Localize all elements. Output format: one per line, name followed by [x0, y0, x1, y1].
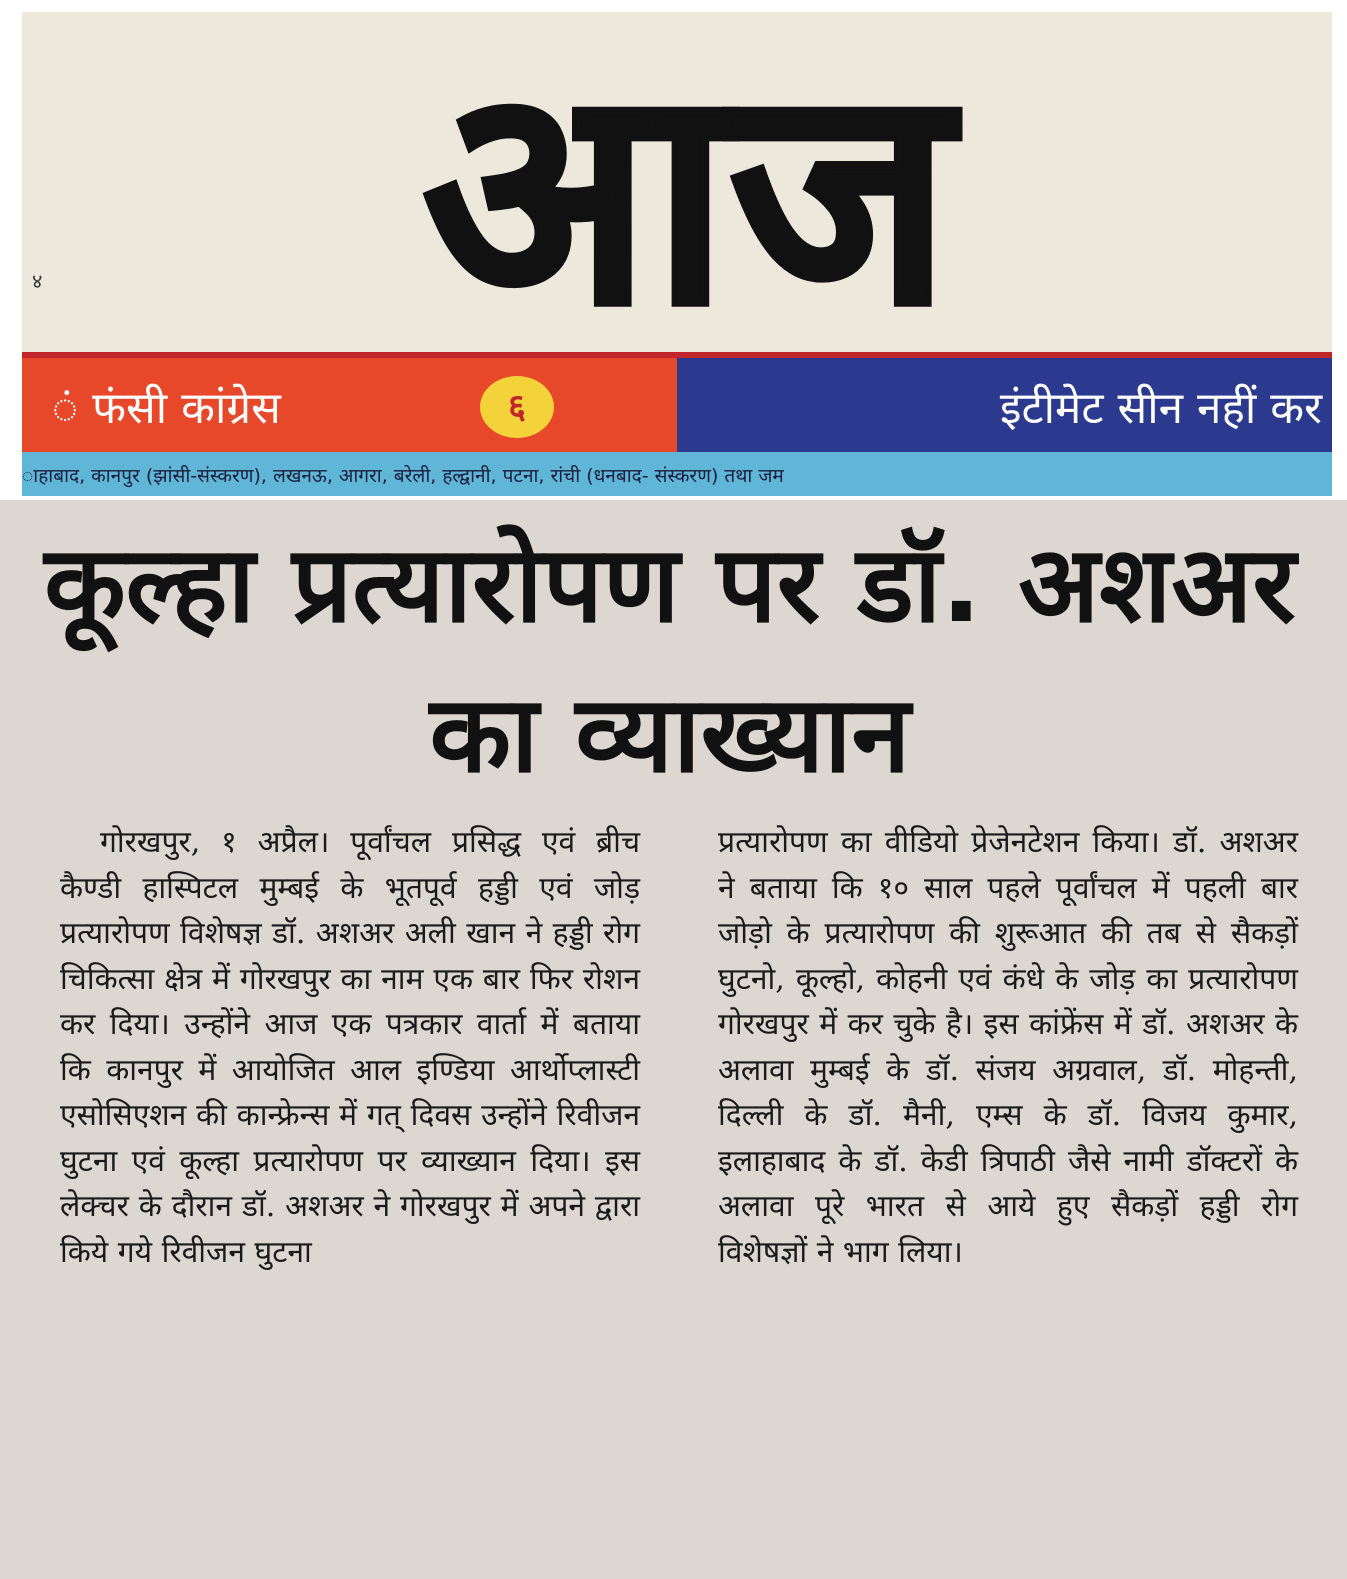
newspaper-masthead	[22, 12, 1332, 496]
newspaper-logo-text: आज	[422, 40, 952, 340]
article-column-right: प्रत्यारोपण का वीडियो प्रेजेनटेशन किया। डॉ. अशअर ने बताया कि १० साल पहले पूर्वांचल में पहली बार जोड़ो के प्रत्यारोपण की शुरूआत की तब से सैकड़ों घुटनो, कूल्हो, कोहनी एवं कंधे के जोड़ का प्रत्यारोपण गोरखपुर में कर चुके है। इस कांफ्रेंस में डॉ. अशअर के अलावा मुम्बई के डॉ. संजय अग्रवाल, डॉ. मोहन्ती, दिल्ली के डॉ. मैनी, एम्स के डॉ. विजय कुमार, इलाहाबाद के डॉ. केडी त्रिपाठी जैसे नामी डॉक्टरों के अलावा पूरे भारत से आये हुए सैकड़ों हड्डी रोग विशेषज्ञों ने भाग लिया।	[718, 825, 1298, 1270]
edition-strip	[22, 452, 1332, 496]
teaser-page-badge: ६	[480, 376, 554, 438]
article-column-left: गोरखपुर, १ अप्रैल। पूर्वांचल प्रसिद्ध एवं ब्रीच कैण्डी हास्पिटल मुम्बई के भूतपूर्व हड्डी एवं जोड़ प्रत्यारोपण विशेषज्ञ डॉ. अशअर अली खान ने हड्डी रोग चिकित्सा क्षेत्र में गोरखपुर का नाम एक बार फिर रोशन कर दिया। उन्होंने आज एक पत्रकार वार्ता में बताया कि कानपुर में आयोजित आल इण्डिया आर्थोप्लास्टी एसोसिएशन की कान्फ्रेन्स में गत् दिवस उन्होंने रिवीजन घुटना एवं कूल्हा प्रत्यारोपण पर व्याख्यान दिया। इस लेक्चर के दौरान डॉ. अशअर ने गोरखपुर में अपने द्वारा किये गये रिवीजन घुटना	[60, 825, 640, 1270]
teaser-left-text: ं फंसी कांग्रेस	[52, 383, 281, 434]
newspaper-logo	[172, 40, 1202, 340]
teaser-right[interactable]	[677, 352, 1332, 452]
page-number: ४	[32, 269, 43, 293]
page-margin	[0, 0, 22, 496]
edition-list: ाहाबाद, कानपुर (झांसी-संस्करण), लखनऊ, आगरा, बरेली, हल्द्वानी, पटना, रांची (धनबाद- संस्करण) तथा जम	[22, 465, 784, 487]
teaser-band	[22, 352, 1332, 452]
article-headline: कूल्हा प्रत्यारोपण पर डॉ. अशअर का व्याख्यान	[44, 523, 1296, 796]
teaser-right-text: इंटीमेट सीन नहीं कर	[999, 383, 1322, 434]
teaser-left[interactable]	[22, 352, 677, 452]
news-article	[0, 500, 1347, 1579]
